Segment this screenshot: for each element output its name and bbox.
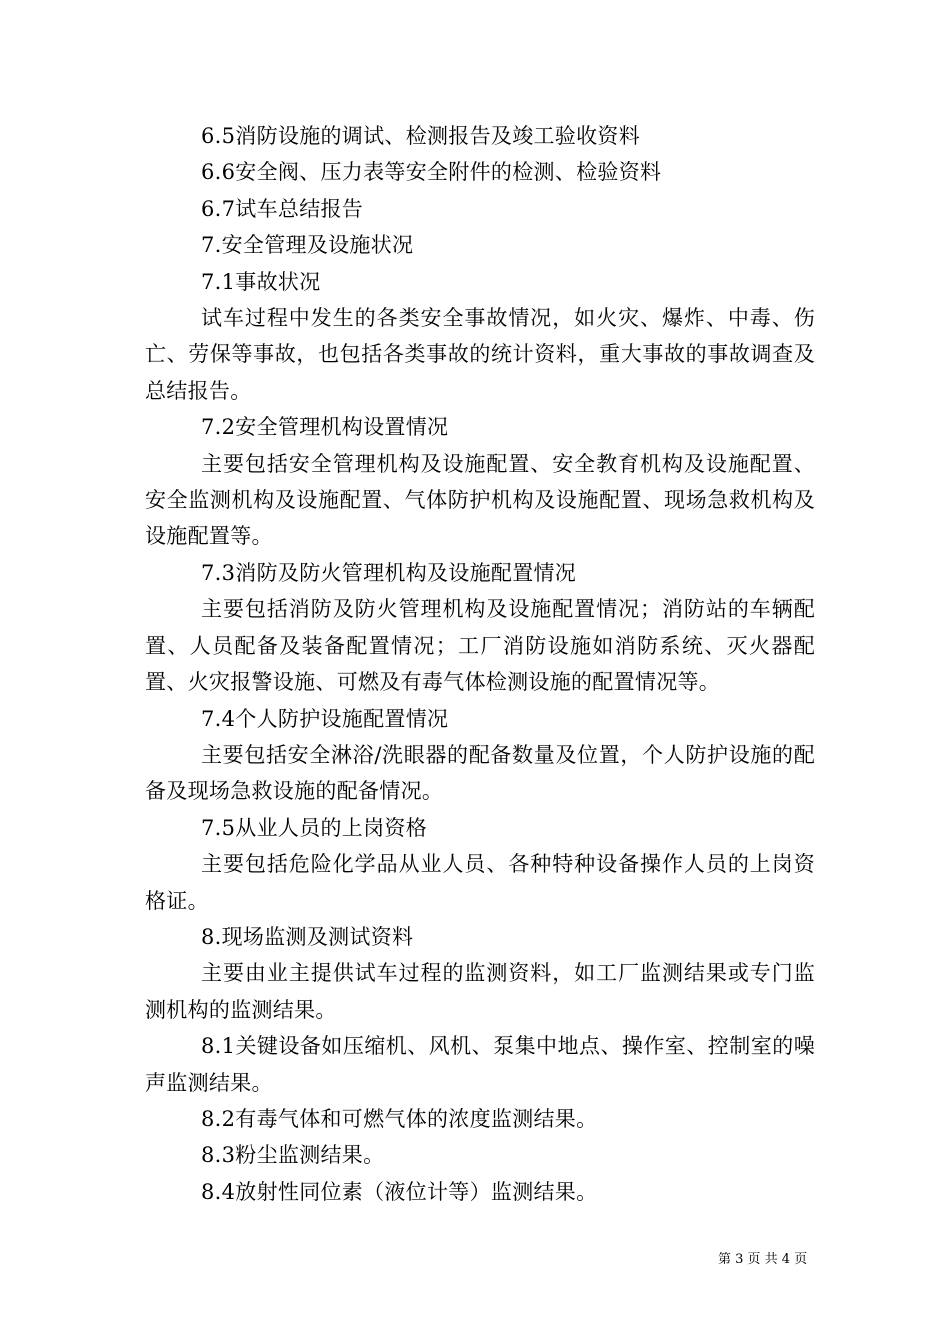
heading-7-5: 7.5从业人员的上岗资格 [201,815,427,840]
paragraph-7-5-body: 主要包括危险化学品从业人员、各种特种设备操作人员的上岗资格证。 [145,852,815,913]
heading-7-2: 7.2安全管理机构设置情况 [201,415,449,440]
heading-8: 8.现场监测及测试资料 [201,924,414,949]
paragraph-8-body: 主要由业主提供试车过程的监测资料，如工厂监测结果或专门监测机构的监测结果。 [145,961,815,1022]
heading-7: 7.安全管理及设施状况 [201,233,414,258]
paragraph-6-6: 6.6安全阀、压力表等安全附件的检测、检验资料 [201,160,662,185]
heading-7-1: 7.1事故状况 [201,269,321,294]
paragraph-8-2: 8.2有毒气体和可燃气体的浓度监测结果。 [201,1106,598,1131]
paragraph-7-2-body: 主要包括安全管理机构及设施配置、安全教育机构及设施配置、安全监测机构及设施配置、气体防护机构及设施配置、现场急救机构及设施配置等。 [145,451,815,549]
paragraph-7-4-body: 主要包括安全淋浴/洗眼器的配备数量及位置，个人防护设施的配备及现场急救设施的配备情况。 [145,742,815,804]
paragraph-6-5: 6.5消防设施的调试、检测报告及竣工验收资料 [201,124,640,148]
page-number-footer: 第 3 页 共 4 页 [718,1252,808,1267]
paragraph-8-3: 8.3粉尘监测结果。 [201,1143,385,1168]
document-body [145,118,815,1210]
paragraph-6-7: 6.7试车总结报告 [201,196,364,221]
heading-7-4: 7.4个人防护设施配置情况 [201,706,449,731]
heading-7-3: 7.3消防及防火管理机构及设施配置情况 [201,560,577,585]
paragraph-8-1: 8.1关键设备如压缩机、风机、泵集中地点、操作室、控制室的噪声监测结果。 [145,1034,815,1095]
paragraph-7-3-body: 主要包括消防及防火管理机构及设施配置情况；消防站的车辆配置、人员配备及装备配置情况；工厂消防设施如消防系统、灭火器配置、火灾报警设施、可燃及有毒气体检测设施的配置情况等。 [145,597,815,695]
paragraph-7-1-body: 试车过程中发生的各类安全事故情况，如火灾、爆炸、中毒、伤亡、劳保等事故，也包括各类事故的统计资料，重大事故的事故调查及总结报告。 [145,306,815,403]
paragraph-8-4: 8.4放射性同位素（液位计等）监测结果。 [201,1179,598,1204]
